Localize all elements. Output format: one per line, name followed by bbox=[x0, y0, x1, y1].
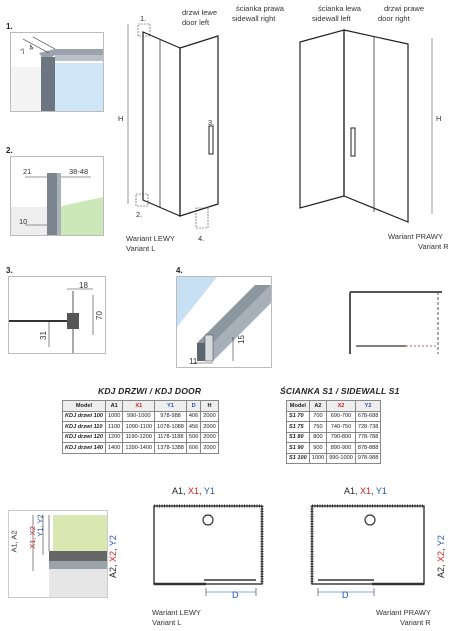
detail-3-drawing bbox=[9, 277, 105, 353]
table-cell: 1090-1100 bbox=[123, 422, 155, 433]
table-cell-model: S1 70 bbox=[287, 411, 310, 422]
isometric-right bbox=[296, 24, 456, 256]
plan-right-d: D bbox=[342, 590, 349, 600]
iso-right-wall-label-1: ścianka lewa bbox=[318, 4, 361, 13]
table-row bbox=[63, 432, 219, 443]
detail-3-dim-a: 18 bbox=[79, 281, 88, 290]
wall-table-title: ŚCIANKA S1 / SIDEWALL S1 bbox=[280, 386, 400, 396]
table-cell: 1390-1400 bbox=[123, 443, 155, 454]
table-cell: 1190-1200 bbox=[123, 432, 155, 443]
table-cell: 678-688 bbox=[355, 411, 381, 422]
table-cell: 890-900 bbox=[327, 443, 356, 454]
plan-left-x1: X1 bbox=[188, 486, 200, 496]
table-cell-model: S1 75 bbox=[287, 422, 310, 433]
detail-4-drawing bbox=[177, 277, 271, 367]
table-cell: 978-988 bbox=[355, 453, 381, 464]
table-cell: 1100 bbox=[105, 422, 122, 433]
detail-4-panel bbox=[176, 276, 272, 368]
table-cell: 978-988 bbox=[155, 411, 187, 422]
detail-4-number: 4. bbox=[176, 266, 183, 275]
wall-table-header-cell: A2 bbox=[309, 401, 326, 412]
plan-right-variant-2: Variant R bbox=[400, 618, 431, 627]
table-cell-model: S1 90 bbox=[287, 443, 310, 454]
wall-table bbox=[286, 400, 381, 464]
iso-right-door-label-2: door right bbox=[378, 14, 410, 23]
plan-right-top-dims: A1, X1, Y1 bbox=[344, 486, 387, 496]
table-cell: 1000 bbox=[105, 411, 122, 422]
table-cell: 1178-1188 bbox=[155, 432, 187, 443]
table-cell: 790-800 bbox=[327, 432, 356, 443]
plan-right bbox=[304, 500, 434, 606]
detail-4-dim-b: 11 bbox=[189, 357, 198, 366]
door-table-header-cell: Y1 bbox=[155, 401, 187, 412]
table-cell: 750 bbox=[309, 422, 326, 433]
detail-3-dim-c: 31 bbox=[38, 331, 48, 340]
table-cell: 1200 bbox=[105, 432, 122, 443]
plan-left-a1: A1 bbox=[172, 486, 184, 496]
side-x-label: X1, X2 bbox=[27, 526, 37, 549]
table-cell-model: KDJ drzwi 110 bbox=[63, 422, 106, 433]
table-cell: 2000 bbox=[201, 411, 218, 422]
table-cell: 700 bbox=[309, 411, 326, 422]
table-row bbox=[287, 411, 381, 422]
wall-table-header-cell: Model bbox=[287, 401, 310, 412]
iso-right-variant-2: Variant R bbox=[418, 242, 449, 251]
table-row bbox=[287, 432, 381, 443]
side-a-label: A1, A2 bbox=[9, 530, 19, 553]
table-cell: 456 bbox=[186, 422, 200, 433]
door-table-header-cell: H bbox=[201, 401, 218, 412]
detail-1-dim-a: 7 bbox=[19, 46, 28, 57]
iso-left-n3: 3. bbox=[208, 118, 215, 127]
plan-left-variant-2: Variant L bbox=[152, 618, 182, 627]
table-cell-model: KDJ drzwi 120 bbox=[63, 432, 106, 443]
plan-left-variant-1: Wariant LEWY bbox=[152, 608, 201, 617]
plan-right-variant-1: Wariant PRAWY bbox=[376, 608, 431, 617]
isometric-left-drawing bbox=[118, 4, 243, 234]
iso-left-variant-2: Variant L bbox=[126, 244, 156, 253]
detail-4-dim-a: 15 bbox=[236, 335, 246, 344]
table-cell: 406 bbox=[186, 411, 200, 422]
table-cell: 2000 bbox=[201, 432, 218, 443]
table-row bbox=[287, 453, 381, 464]
detail-1-drawing bbox=[11, 33, 103, 111]
door-table-header-cell: D bbox=[186, 401, 200, 412]
table-cell-model: S1 80 bbox=[287, 432, 310, 443]
plan-left bbox=[146, 500, 270, 606]
detail-2-dim-c: 10 bbox=[19, 217, 28, 226]
iso-left-door-label-1: drzwi lewe bbox=[182, 8, 218, 17]
isometric-left bbox=[118, 4, 243, 253]
table-row bbox=[63, 411, 219, 422]
plan-left-top-dims: A1, X1, Y1 bbox=[172, 486, 215, 496]
iso-right-door-label-1: drzwi prawe bbox=[384, 4, 425, 13]
wall-table-header-cell: X2 bbox=[327, 401, 356, 412]
iso-right-variant-1: Wariant PRAWY bbox=[388, 232, 443, 241]
iso-left-n1: 1. bbox=[140, 14, 147, 23]
table-cell: 900 bbox=[309, 443, 326, 454]
wall-table-body bbox=[287, 411, 381, 464]
iso-left-variant-1: Wariant LEWY bbox=[126, 234, 175, 243]
detail-1-number: 1. bbox=[6, 22, 13, 31]
iso-left-door-label-2: door left bbox=[182, 18, 210, 27]
table-cell: 800 bbox=[309, 432, 326, 443]
table-cell: 728-738 bbox=[355, 422, 381, 433]
table-cell: 2000 bbox=[201, 422, 218, 433]
side-y-label: Y1, Y2 bbox=[35, 514, 45, 537]
table-cell: 990-1000 bbox=[327, 453, 356, 464]
table-cell: 1000 bbox=[309, 453, 326, 464]
door-table-body bbox=[63, 411, 219, 453]
table-cell: 1078-1088 bbox=[155, 422, 187, 433]
table-row bbox=[63, 422, 219, 433]
table-cell-model: KDJ drzwi 100 bbox=[63, 411, 106, 422]
plan-left-side-dims: A2, X2, Y2 bbox=[108, 535, 118, 578]
isometric-right-drawing bbox=[296, 24, 456, 229]
table-cell-model: S1 100 bbox=[287, 453, 310, 464]
table-row bbox=[63, 443, 219, 454]
table-cell: 2000 bbox=[201, 443, 218, 454]
detail-1-panel bbox=[10, 32, 104, 112]
detail-2-dim-a: 21 bbox=[23, 167, 32, 176]
detail-3-panel bbox=[8, 276, 106, 354]
table-cell: 740-750 bbox=[327, 422, 356, 433]
iso-left-n2: 2. bbox=[136, 210, 143, 219]
iso-left-n4: 4. bbox=[198, 234, 205, 243]
table-row bbox=[287, 422, 381, 433]
plan-left-drawing bbox=[146, 500, 270, 606]
detail-2-number: 2. bbox=[6, 146, 13, 155]
side-section-drawing bbox=[9, 511, 107, 597]
table-cell: 1378-1388 bbox=[155, 443, 187, 454]
door-table bbox=[62, 400, 219, 454]
iso-left-wall-label-1: ścianka prawa bbox=[236, 4, 284, 13]
detail-3-dim-b: 70 bbox=[94, 311, 104, 320]
wall-table-header-row bbox=[287, 401, 381, 412]
detail-2-panel bbox=[10, 156, 104, 236]
detail-2-dim-b: 38-48 bbox=[69, 167, 89, 176]
detail-3-number: 3. bbox=[6, 266, 13, 275]
side-section-panel bbox=[8, 510, 108, 598]
table-cell: 878-888 bbox=[355, 443, 381, 454]
table-cell-model: KDJ drzwi 140 bbox=[63, 443, 106, 454]
iso-left-wall-label-2: sidewall right bbox=[232, 14, 276, 23]
table-row bbox=[287, 443, 381, 454]
plan-left-d: D bbox=[232, 590, 239, 600]
table-cell: 778-788 bbox=[355, 432, 381, 443]
iso-right-wall-label-2: sidewall left bbox=[312, 14, 351, 23]
door-table-header-cell: Model bbox=[63, 401, 106, 412]
iso-left-height: H bbox=[118, 114, 124, 123]
small-plan bbox=[346, 284, 446, 364]
door-table-title: KDJ DRZWI / KDJ DOOR bbox=[98, 386, 202, 396]
table-cell: 1400 bbox=[105, 443, 122, 454]
table-cell: 990-1000 bbox=[123, 411, 155, 422]
door-table-header-cell: X1 bbox=[123, 401, 155, 412]
table-cell: 690-700 bbox=[327, 411, 356, 422]
wall-table-header-cell: Y2 bbox=[355, 401, 381, 412]
small-plan-drawing bbox=[346, 284, 446, 364]
door-table-header-row bbox=[63, 401, 219, 412]
detail-1-dim-b: 4 bbox=[27, 42, 36, 53]
plan-right-drawing bbox=[304, 500, 434, 606]
plan-left-y1: Y1 bbox=[203, 486, 215, 496]
door-table-header-cell: A1 bbox=[105, 401, 122, 412]
table-cell: 606 bbox=[186, 443, 200, 454]
iso-right-height: H bbox=[436, 114, 442, 123]
table-cell: 506 bbox=[186, 432, 200, 443]
plan-right-side-dims: A2, X2, Y2 bbox=[436, 535, 446, 578]
